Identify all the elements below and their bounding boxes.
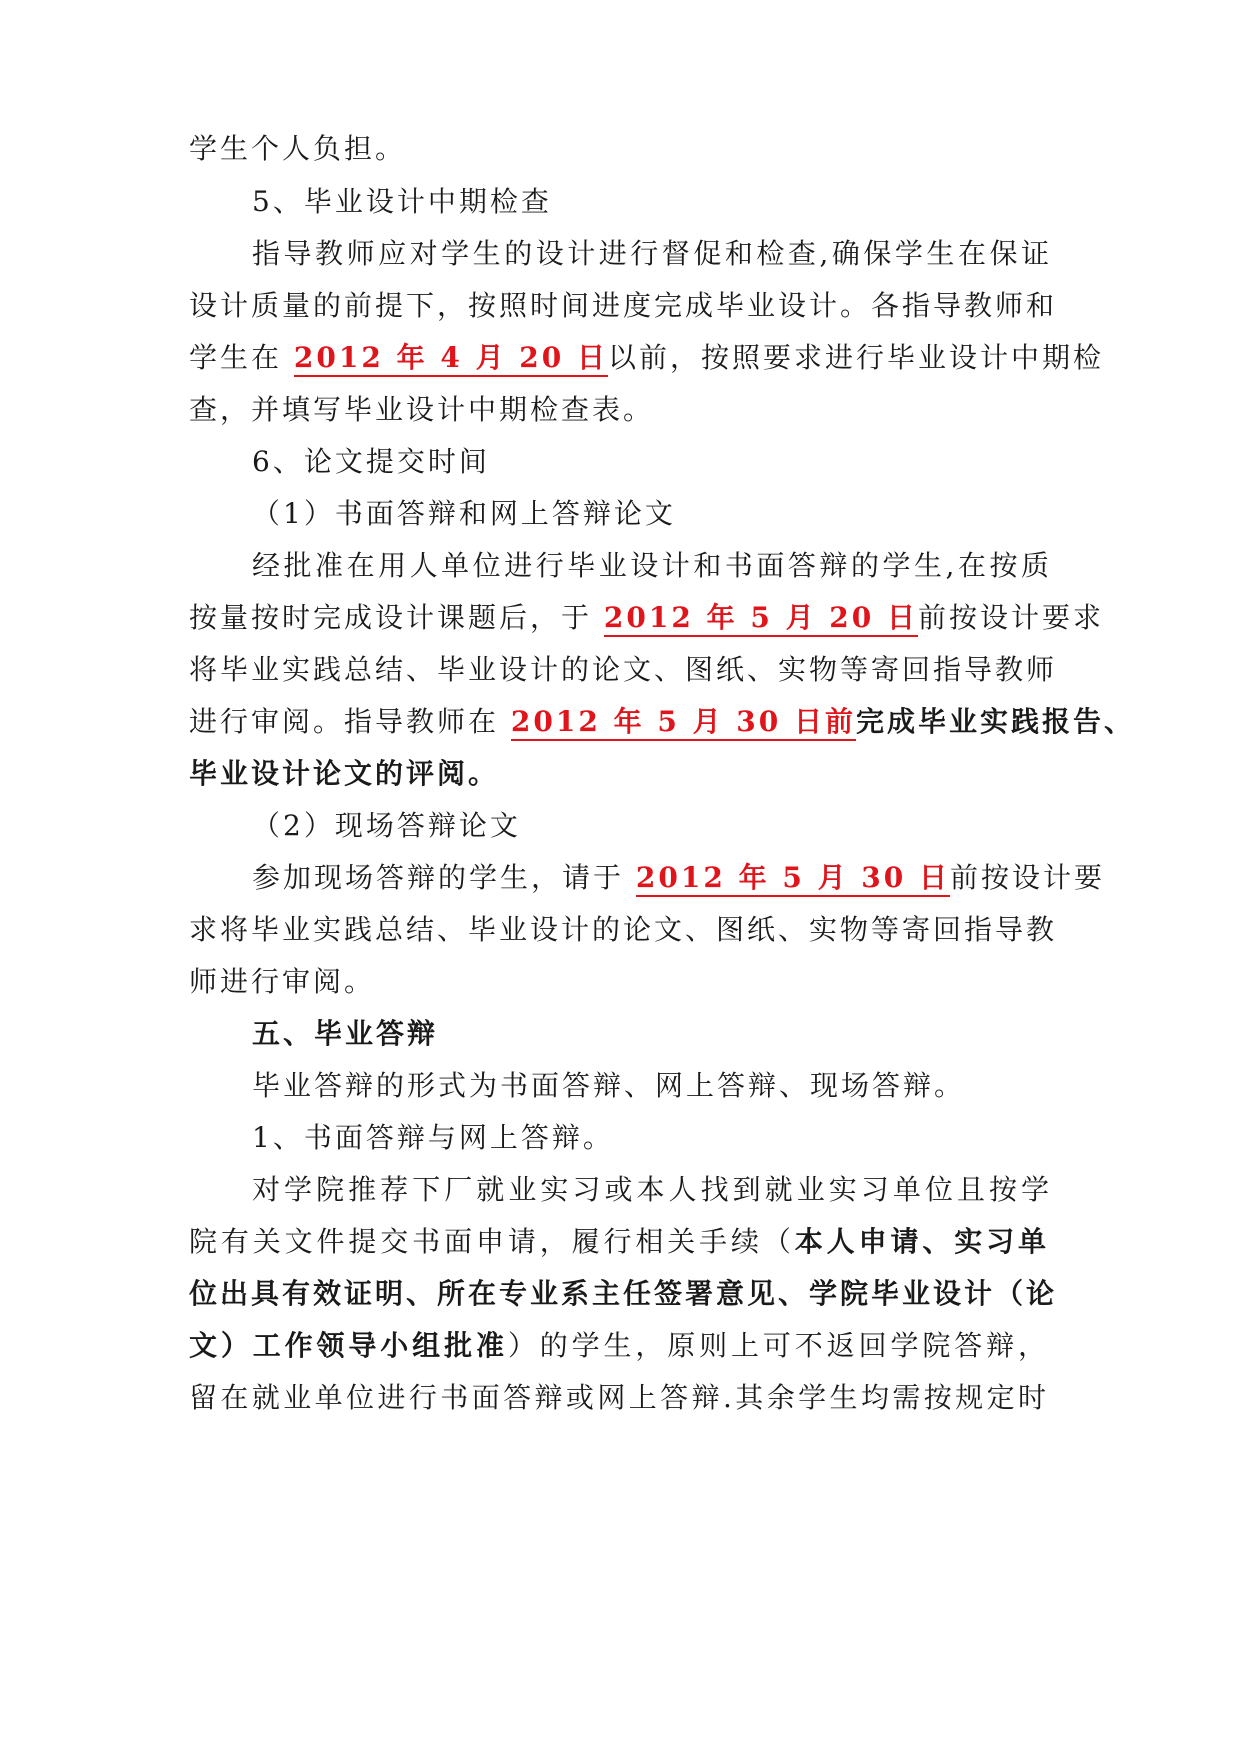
para-line: 指导教师应对学生的设计进行督促和检查,确保学生在保证 bbox=[252, 237, 1052, 270]
para-line: 按量按时完成设计课题后，于 2012 年 5 月 20 日前按设计要求 bbox=[189, 598, 1049, 638]
para-line: 院有关文件提交书面申请，履行相关手续（本人申请、实习单 bbox=[189, 1225, 1049, 1258]
para-line: 留在就业单位进行书面答辩或网上答辩.其余学生均需按规定时 bbox=[189, 1381, 1049, 1414]
para-line: 位出具有效证明、所在专业系主任签署意见、学院毕业设计（论 bbox=[189, 1277, 1058, 1310]
deadline-date: 2012 年 5 月 20 日 bbox=[604, 601, 918, 637]
para-line: 经批准在用人单位进行毕业设计和书面答辩的学生,在按质 bbox=[252, 549, 1052, 582]
deadline-date: 2012 年 5 月 30 日 bbox=[636, 861, 950, 897]
para-line: 参加现场答辩的学生，请于 2012 年 5 月 30 日前按设计要 bbox=[252, 858, 1052, 898]
para-line: 文）工作领导小组批准）的学生，原则上可不返回学院答辩， bbox=[189, 1329, 1049, 1362]
para-line: 毕业设计论文的评阅。 bbox=[189, 757, 500, 790]
para-line: 师进行审阅。 bbox=[189, 965, 376, 998]
para-line: 学生个人负担。 bbox=[189, 132, 407, 165]
para-line: 对学院推荐下厂就业实习或本人找到就业实习单位且按学 bbox=[252, 1173, 1052, 1206]
deadline-date: 2012 年 4 月 20 日 bbox=[294, 341, 608, 377]
para-line: 设计质量的前提下，按照时间进度完成毕业设计。各指导教师和 bbox=[189, 289, 1058, 322]
subsection-heading-1: （1）书面答辩和网上答辩论文 bbox=[252, 497, 676, 530]
para-line: 将毕业实践总结、毕业设计的论文、图纸、实物等寄回指导教师 bbox=[189, 653, 1058, 686]
para-line: 求将毕业实践总结、毕业设计的论文、图纸、实物等寄回指导教 bbox=[189, 913, 1058, 946]
section-heading-1: 1、书面答辩与网上答辩。 bbox=[252, 1121, 614, 1154]
para-line: 进行审阅。指导教师在 2012 年 5 月 30 日前完成毕业实践报告、 bbox=[189, 702, 1049, 742]
chapter-heading-5: 五、毕业答辩 bbox=[252, 1017, 439, 1050]
section-heading-6: 6、论文提交时间 bbox=[252, 445, 490, 478]
section-heading-5: 5、毕业设计中期检查 bbox=[252, 185, 552, 218]
para-line: 毕业答辩的形式为书面答辩、网上答辩、现场答辩。 bbox=[252, 1069, 966, 1102]
para-line: 学生在 2012 年 4 月 20 日以前，按照要求进行毕业设计中期检 bbox=[189, 338, 1049, 378]
para-line: 查，并填写毕业设计中期检查表。 bbox=[189, 393, 655, 426]
deadline-date: 2012 年 5 月 30 日前 bbox=[511, 705, 856, 741]
subsection-heading-2: （2）现场答辩论文 bbox=[252, 809, 521, 842]
